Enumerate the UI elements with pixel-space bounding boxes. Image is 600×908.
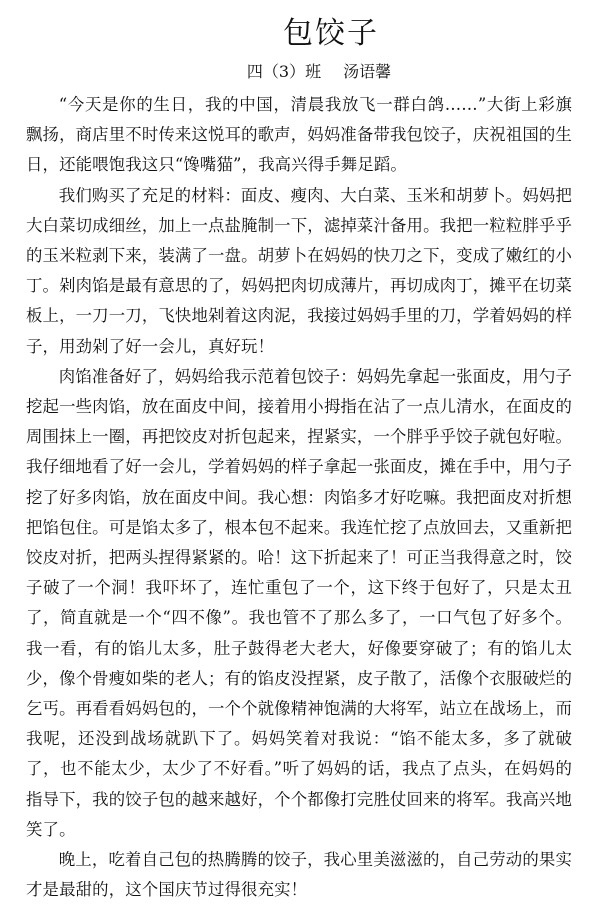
- class-label: 四（3）班: [246, 62, 322, 81]
- article-title: 包饺子: [283, 16, 379, 51]
- paragraph-4: 晚上，吃着自己包的热腾腾的饺子，我心里美滋滋的，自己劳动的果实才是最甜的，这个国庆节过得很充实！: [26, 850, 572, 900]
- author-name: 汤语馨: [343, 62, 392, 81]
- paragraph-1: “今天是你的生日，我的中国，清晨我放飞一群白鸽……”大街上彩旗飘扬，商店里不时传来这悦耳的歌声，妈妈准备带我包饺子，庆祝祖国的生日，还能喂饱我这只“馋嘴猫”，我高兴得手舞足蹈。: [26, 95, 572, 175]
- byline: [26, 60, 572, 84]
- paragraph-3: 肉馅准备好了，妈妈给我示范着包饺子：妈妈先拿起一张面皮，用勺子挖起一些肉馅，放在面皮中间，接着用小拇指在沾了一点儿清水，在面皮的周围抹上一圈，再把饺皮对折包起来，捏紧实，一个胖乎乎饺子就包好啦。我仔细地看了好一会儿，学着妈妈的样子拿起一张面皮，摊在手中，用勺子挖了好多肉馅，放在面皮中间。我心想：肉馅多才好吃嘛。我把面皮对折想把馅包住。可是馅太多了，根本包不起来。我连忙挖了点放回去，又重新把饺皮对折，把两头捏得紧紧的。哈！这下折起来了！可正当我得意之时，饺子破了一个洞！我吓坏了，连忙重包了一个，这下终于包好了，只是太丑了，简直就是一个“四不像”。我也管不了那么多了，一口气包了好多个。我一看，有的馅儿太多，肚子鼓得老大老大，好像要穿破了；有的馅儿太少，像个骨瘦如柴的老人；有的馅皮没捏紧，皮子散了，活像个衣服破烂的乞丐。再看看妈妈包的，一个个就像精神饱满的大将军，站立在战场上，而我呢，还没到战场就趴下了。妈妈笑着对我说：“馅不能太多，多了就破了，也不能太少，太少了不好看。”听了妈妈的话，我点了点头，在妈妈的指导下，我的饺子包的越来越好，个个都像打完胜仗回来的将军。我高兴地笑了。: [26, 366, 572, 839]
- paragraph-2: 我们购买了充足的材料：面皮、瘦肉、大白菜、玉米和胡萝卜。妈妈把大白菜切成细丝，加上一点盐腌制一下，滤掉菜汁备用。我把一粒粒胖乎乎的玉米粒剥下来，装满了一盘。胡萝卜在妈妈的快刀之下，变成了嫩红的小丁。剁肉馅是最有意思的了，妈妈把肉切成薄片，再切成肉丁，摊平在切菜板上，一刀一刀，飞快地剁着这肉泥，我接过妈妈手里的刀，学着妈妈的样子，用劲剁了好一会儿，真好玩！: [26, 185, 572, 356]
